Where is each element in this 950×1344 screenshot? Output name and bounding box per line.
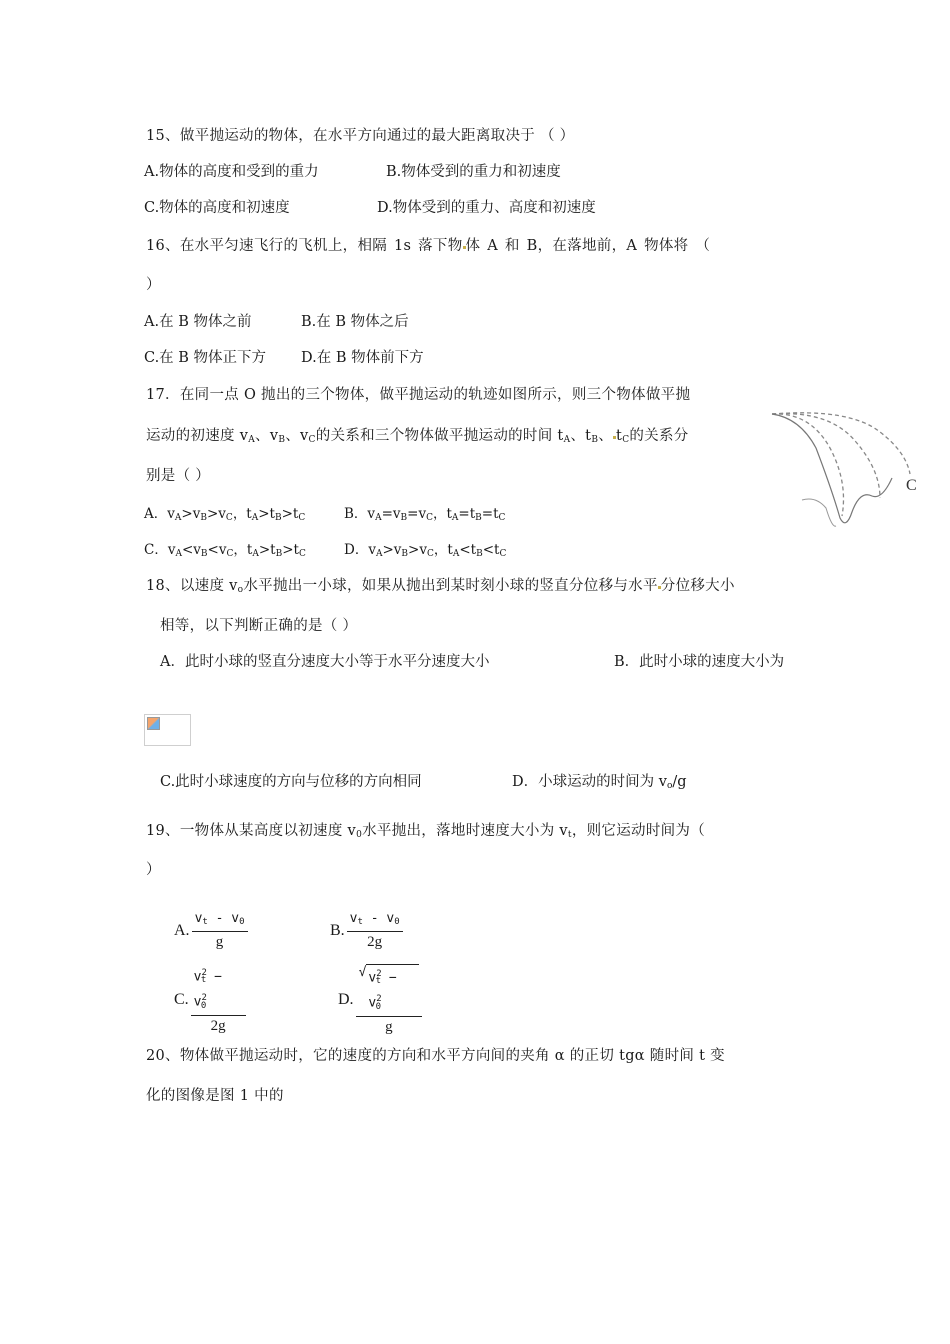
q19-option-b [330,910,403,952]
fraction-c-num: $v^2_t - v^2_0$ [191,964,246,1016]
broken-image-icon [147,717,160,730]
fraction-a-den: g [215,934,224,950]
q18-stem1-c: 分位移大小 [660,578,735,594]
q19-option-d [338,964,422,1037]
q17-stem2-c: 的关系分 [629,428,689,444]
q19-label-c: C. [174,990,189,1008]
sub-b: B [278,435,286,445]
sub-o: o [666,781,673,791]
fraction-d [356,964,423,1037]
q19-label-d: D. [338,991,354,1009]
q15-option-b: B.物体受到的重力和初速度 [386,164,561,180]
trajectory-figure [770,408,930,532]
q19-stem-line1 [146,821,705,845]
fraction-d-num [356,964,423,1017]
q17-stem2-b: 的关系和三个物体做平抛运动的时间 t [315,428,564,444]
q19-stem1-b: 水平抛出，落地时速度大小为 v [362,823,568,839]
fraction-d-den: g [385,1018,393,1035]
q19-option-a [174,910,248,952]
q17-stem-line1: 17．在同一点 O 抛出的三个物体，做平抛运动的轨迹如图所示，则三个物体做平抛 [146,387,691,403]
q18-option-a: A．此时小球的竖直分速度大小等于水平分速度大小 [160,654,490,670]
sub-0: 0 [356,830,363,840]
sub-c: C [622,435,630,445]
broken-image-placeholder [144,714,191,746]
q17-option-c: C．$v_A<v_B<v_C$，$t_A>t_B>t_C$ [144,542,306,559]
q16-stem-part1: 16、在水平匀速飞行的飞机上，相隔 1s 落下物 [146,238,463,254]
sub-t: t [567,830,572,840]
fraction-c [191,964,246,1036]
q18-option-b: B．此时小球的速度大小为 [614,654,785,670]
q17-stem-line3: 别是（ ） [146,468,211,484]
fraction-b-num: $v_t - v_0$ [347,910,403,932]
q15-option-c: C.物体的高度和初速度 [144,200,290,216]
q18-option-d [512,772,687,796]
q18-stem-line1 [146,576,735,600]
q18-optd-a: D．小球运动的时间为 v [512,774,667,790]
q18-option-c: C.此时小球速度的方向与位移的方向相同 [160,774,422,790]
sub-a: A [248,435,256,445]
fraction-a [192,910,248,952]
q17-option-a: A．$v_A>v_B>v_C$，$t_A>t_B>t_C$ [144,506,306,523]
q16-option-b: B.在 B 物体之后 [301,314,409,330]
sqrt-symbol: √ $v^2_t - v^2_0$ [359,964,420,1016]
q15-option-d: D.物体受到的重力、高度和初速度 [377,200,596,216]
q15-stem: 15、做平抛运动的物体，在水平方向通过的最大距离取决于 （ ） [146,128,575,144]
q16-stem-part2: 体 A 和 B，在落地前，A 物体将 （ [465,238,711,254]
q18-stem1-a: 18、以速度 v [146,578,238,594]
q19-option-c [174,964,246,1036]
q20-stem-line1: 20、物体做平抛运动时，它的速度的方向和水平方向间的夹角 α 的正切 tgα 随时间 t 变 [146,1048,725,1064]
mark-dot [613,436,616,439]
figure-label-c: C [906,477,917,494]
q19-label-b: B. [330,922,345,939]
q19-stem1-c: ，则它运动时间为（ [571,823,706,839]
sub-c: C [308,435,316,445]
q18-stem1-b: 水平抛出一小球，如果从抛出到某时刻小球的竖直分位移与水平 [243,578,658,594]
sub-o: o [237,585,244,595]
q16-option-d: D.在 B 物体前下方 [301,350,424,366]
q20-stem-line2: 化的图像是图 1 中的 [146,1088,284,1104]
q18-stem-line2: 相等，以下判断正确的是（ ） [160,618,358,634]
fraction-b-den: 2g [367,934,383,950]
q19-stem1-a: 19、一物体从某高度以初速度 v [146,823,357,839]
q17-option-d: D．$v_A>v_B>v_C$，$t_A<t_B<t_C$ [344,542,507,559]
q17-stem-line2: 运动的初速度 $v_A$、$v_B$、$v_C$的关系和三个物体做平抛运动的时间 $t_A$、$t_B$、 $t_C$的关系分 [146,428,689,445]
sub-b: B [591,435,599,445]
q17-option-b: B．$v_A=v_B=v_C$，$t_A=t_B=t_C$ [344,506,506,523]
q19-stem-end: ） [146,862,161,878]
q16-stem [146,236,710,256]
fraction-b [347,910,403,952]
q18-optd-b: /g [672,774,687,790]
q16-stem-end: ） [146,277,161,293]
sub-a: A [563,435,571,445]
fraction-a-num: $v_t - v_0$ [192,910,248,932]
ground-curve [772,414,892,523]
fraction-c-den: 2g [210,1017,226,1034]
q16-option-a: A.在 B 物体之前 [144,314,252,330]
q16-option-c: C.在 B 物体正下方 [144,350,267,366]
ground-curve-left [802,499,836,526]
q19-label-a: A. [174,922,190,939]
q17-stem2-a: 运动的初速度 v [146,428,249,444]
trajectory-a [772,414,844,516]
trajectory-b [772,414,880,498]
q15-option-a: A.物体的高度和受到的重力 [144,164,319,180]
